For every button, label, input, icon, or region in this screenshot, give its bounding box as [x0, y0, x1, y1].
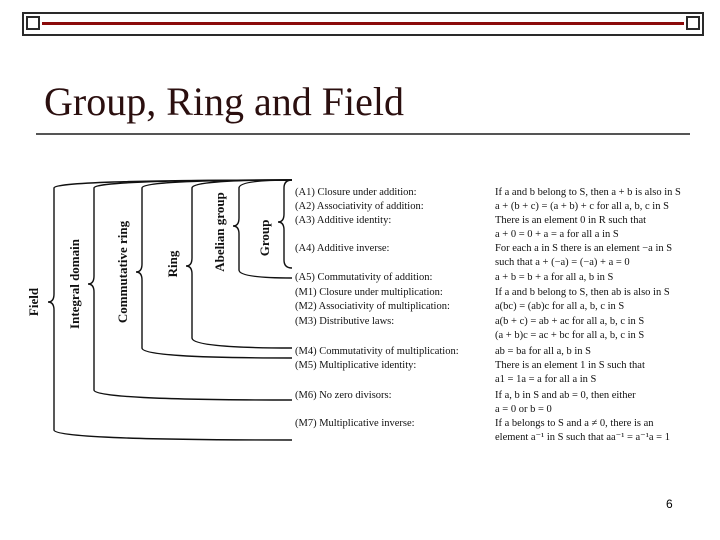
axiom-desc-a1: If a and b belong to S, then a + b is also in S — [495, 187, 681, 198]
structure-label-integral-domain: Integral domain — [67, 239, 82, 329]
page-number: 6 — [666, 497, 673, 511]
slide-top-bar — [22, 12, 704, 36]
axiom-name-m2: (M2) Associativity of multiplication: — [295, 301, 450, 312]
group-bracket — [278, 180, 292, 268]
structure-label-field: Field — [26, 287, 41, 317]
axiom-name-m3: (M3) Distributive laws: — [295, 316, 395, 327]
ring-field-diagram — [22, 176, 712, 456]
axiom-desc-m3-line1: a(b + c) = ab + ac for all a, b, c in S — [495, 316, 645, 327]
axiom-desc-m1: If a and b belong to S, then ab is also in S — [495, 287, 670, 298]
axiom-name-m4: (M4) Commutativity of multiplication: — [295, 346, 459, 357]
axiom-desc-m2: a(bc) = (ab)c for all a, b, c in S — [495, 301, 625, 312]
slide-title: Group, Ring and Field — [44, 79, 404, 124]
axiom-desc-m6-line2: a = 0 or b = 0 — [495, 404, 552, 415]
axiom-desc-a3-line2: a + 0 = 0 + a = a for all a in S — [495, 229, 619, 240]
axiom-name-m7: (M7) Multiplicative inverse: — [295, 418, 415, 429]
axiom-name-a1: (A1) Closure under addition: — [295, 187, 417, 198]
title-underline — [36, 133, 690, 135]
axiom-desc-a5: a + b = b + a for all a, b in S — [495, 272, 614, 283]
structure-label-abelian-group: Abelian group — [212, 192, 227, 272]
bar-right-square — [686, 16, 700, 30]
axiom-name-a2: (A2) Associativity of addition: — [295, 201, 424, 212]
axiom-desc-a2: a + (b + c) = (a + b) + c for all a, b, c in S — [495, 201, 669, 212]
axiom-desc-m7-line2: element a⁻¹ in S such that aa⁻¹ = a⁻¹a = 1 — [495, 432, 670, 443]
axiom-desc-a4-line2: such that a + (−a) = (−a) + a = 0 — [495, 257, 630, 268]
axiom-desc-m3-line2: (a + b)c = ac + bc for all a, b, c in S — [495, 330, 645, 341]
structure-label-commutative-ring: Commutative ring — [115, 220, 130, 324]
bar-accent-line — [42, 22, 684, 25]
structure-label-ring: Ring — [165, 250, 180, 278]
axiom-name-m5: (M5) Multiplicative identity: — [295, 360, 417, 371]
axiom-desc-m7-line1: If a belongs to S and a ≠ 0, there is an — [495, 418, 654, 429]
axiom-name-a4: (A4) Additive inverse: — [295, 243, 390, 254]
axiom-name-m1: (M1) Closure under multiplication: — [295, 287, 443, 298]
diagram-svg — [22, 176, 712, 451]
structure-label-group: Group — [257, 219, 272, 257]
axiom-desc-m5-line1: There is an element 1 in S such that — [495, 360, 645, 371]
axiom-desc-a3-line1: There is an element 0 in R such that — [495, 215, 647, 226]
axiom-name-a3: (A3) Additive identity: — [295, 215, 392, 226]
axiom-desc-m5-line2: a1 = 1a = a for all a in S — [495, 374, 597, 385]
axiom-desc-m4: ab = ba for all a, b in S — [495, 346, 592, 357]
axiom-desc-m6-line1: If a, b in S and ab = 0, then either — [495, 390, 636, 401]
bar-left-square — [26, 16, 40, 30]
axiom-name-m6: (M6) No zero divisors: — [295, 390, 392, 401]
axiom-desc-a4-line1: For each a in S there is an element −a in S — [495, 243, 673, 254]
field-bracket — [48, 180, 292, 440]
axiom-name-a5: (A5) Commutativity of addition: — [295, 272, 433, 283]
